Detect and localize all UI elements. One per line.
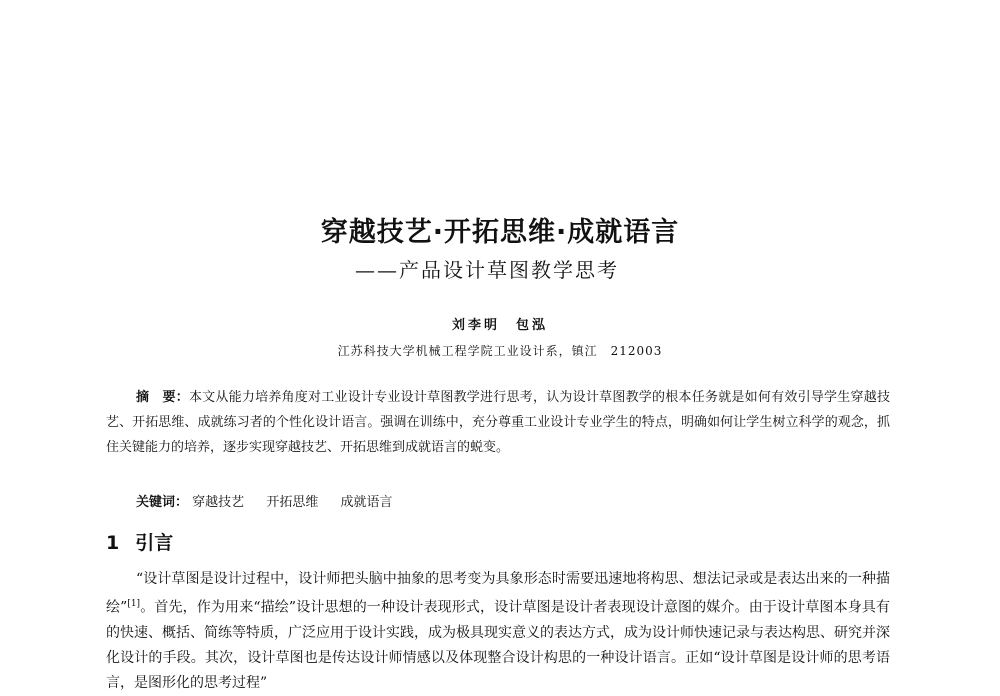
abstract-text: 本文从能力培养角度对工业设计专业设计草图教学进行思考，认为设计草图教学的根本任务就是如何有效引导学生穿越技艺、开拓思维、成就练习者的个性化设计语言。强调在训练中，充分尊重工业设计专业学生的特点，明确如何让学生树立科学的观念，抓住关键能力的培养，逐步实现穿越技艺、开拓思维到成就语言的蜕变。 xyxy=(106,390,890,455)
paragraph-text-1: “设计草图是设计过程中，设计师把头脑中抽象的思考变为具象形态时需要迅速地将构思、想法记录或是表达出来的一种描绘” xyxy=(106,571,890,616)
keywords-label: 关键词： xyxy=(136,495,189,510)
section-title: 引言 xyxy=(135,532,174,554)
abstract-label: 摘 要： xyxy=(136,390,189,405)
section-number: 1 xyxy=(106,532,120,554)
authors: 刘李明 包泓 xyxy=(451,318,548,333)
body-text xyxy=(106,567,890,696)
paragraph-text-2: 。首先，作为用来“描绘”设计思想的一种设计表现形式，设计草图是设计者表现设计意图的媒介。由于设计草图本身具有的快速、概括、简练等特质，广泛应用于设计实践，成为极具现实意义的表达方式，成为设计师快速记录与表达构思、研究并深化设计的手段。其次，设计草图也是传达设计师情感以及体现整合设计构思的一种设计语言。正如“设计草图是设计师的思考语言，是图形化的思考过程” xyxy=(106,599,890,691)
keywords xyxy=(136,491,896,510)
paper-title: 穿越技艺·开拓思维·成就语言 xyxy=(320,217,680,248)
paper-subtitle: ——产品设计草图教学思考 xyxy=(355,258,619,282)
section-heading xyxy=(106,528,173,555)
keyword: 成就语言 xyxy=(340,495,393,510)
keyword: 开拓思维 xyxy=(266,495,319,510)
affiliation: 江苏科技大学机械工程学院工业设计系，镇江 212003 xyxy=(337,344,663,358)
paragraph xyxy=(106,567,890,696)
abstract xyxy=(106,385,890,460)
citation-ref[interactable]: [1] xyxy=(127,599,141,609)
keyword: 穿越技艺 xyxy=(192,495,245,510)
